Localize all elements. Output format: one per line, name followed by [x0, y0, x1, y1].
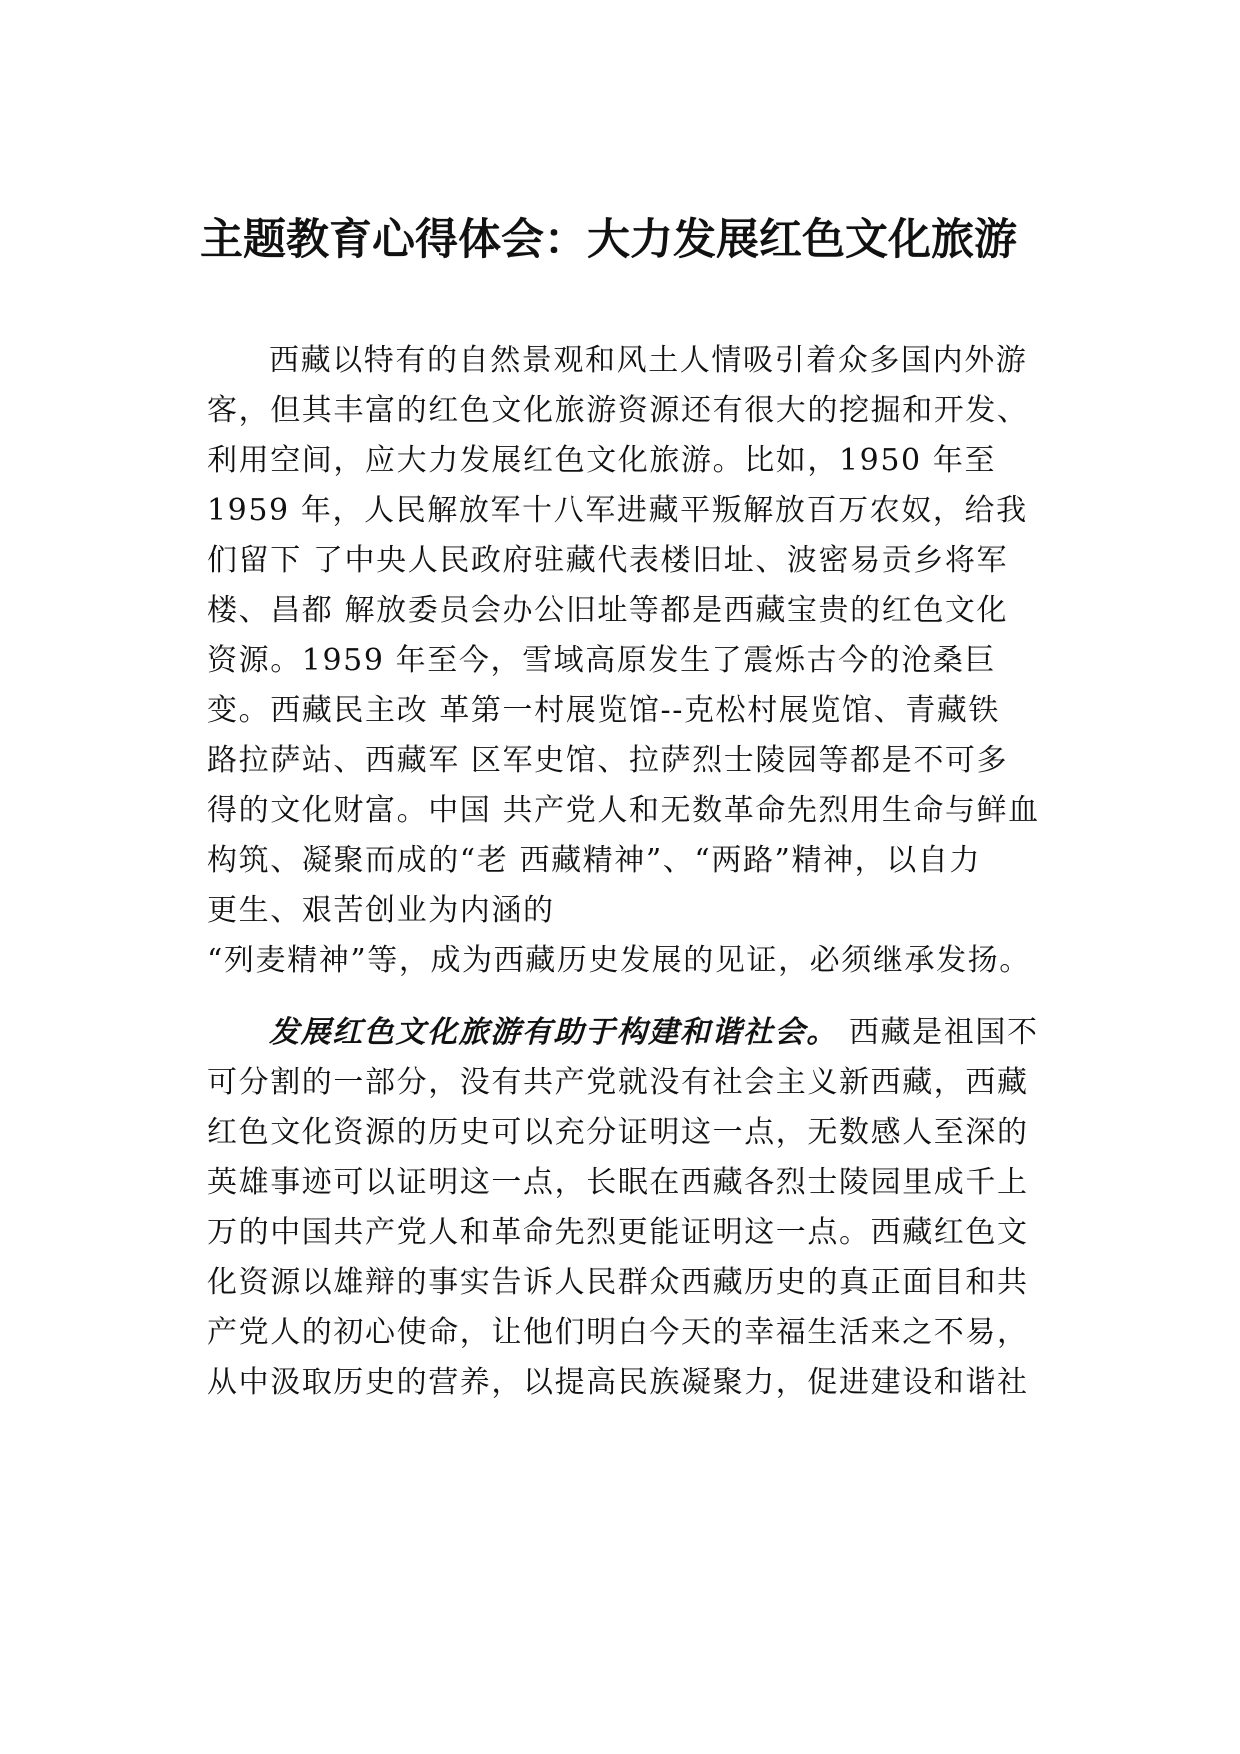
- text-line: 楼、昌都 解放委员会办公旧址等都是西藏宝贵的红色文化: [207, 593, 1009, 628]
- text-line: 可分割的一部分，没有共产党就没有社会主义新西藏，西藏: [207, 1065, 1029, 1100]
- document-title: 主题教育心得体会：大力发展红色文化旅游: [200, 215, 1017, 265]
- text-line: 构筑、凝聚而成的“老 西藏精神”、“两路”精神，以自力: [207, 843, 982, 878]
- text-line: 变。西藏民主改 革第一村展览馆--克松村展览馆、青藏铁: [207, 693, 1001, 728]
- paragraph-spacer: [207, 986, 1087, 1008]
- text-line: 得的文化财富。中国 共产党人和无数革命先烈用生命与鲜血: [207, 793, 1040, 828]
- text-line: “列麦精神”等，成为西藏历史发展的见证，必须继承发扬。: [207, 943, 1031, 978]
- paragraph-1: [207, 336, 1087, 986]
- paragraph-lead-sentence: 发展红色文化旅游有助于构建和谐社会。: [269, 1015, 838, 1050]
- text-line: [207, 1008, 1087, 1058]
- text-line: 更生、艰苦创业为内涵的: [207, 893, 555, 928]
- text-line: 英雄事迹可以证明这一点，长眠在西藏各烈士陵园里成千上: [207, 1165, 1029, 1200]
- text-line: 客，但其丰富的红色文化旅游资源还有很大的挖掘和开发、: [207, 393, 1029, 428]
- text-line: 利用空间，应大力发展红色文化旅游。比如，1950 年至: [207, 443, 997, 478]
- paragraph-2: [207, 1008, 1087, 1408]
- text-line: 路拉萨站、西藏军 区军史馆、拉萨烈士陵园等都是不可多: [207, 743, 1009, 778]
- document-body: [207, 336, 1087, 1408]
- text-line: 从中汲取历史的营养，以提高民族凝聚力，促进建设和谐社: [207, 1365, 1029, 1400]
- text-line: 1959 年，人民解放军十八军进藏平叛解放百万农奴，给我: [207, 493, 1028, 528]
- text-line: 万的中国共产党人和革命先烈更能证明这一点。西藏红色文: [207, 1215, 1029, 1250]
- text-line: 化资源以雄辩的事实告诉人民群众西藏历史的真正面目和共: [207, 1265, 1029, 1300]
- text-line: 西藏以特有的自然景观和风土人情吸引着众多国内外游: [269, 343, 1028, 378]
- text-line: 产党人的初心使命，让他们明白今天的幸福生活来之不易，: [207, 1315, 1029, 1350]
- text-line: 们留下 了中央人民政府驻藏代表楼旧址、波密易贡乡将军: [207, 543, 1009, 578]
- text-line: 资源。1959 年至今，雪域高原发生了震烁古今的沧桑巨: [207, 643, 997, 678]
- paragraph-text: 西藏是祖国不: [837, 1015, 1039, 1050]
- text-line: 红色文化资源的历史可以充分证明这一点，无数感人至深的: [207, 1115, 1029, 1150]
